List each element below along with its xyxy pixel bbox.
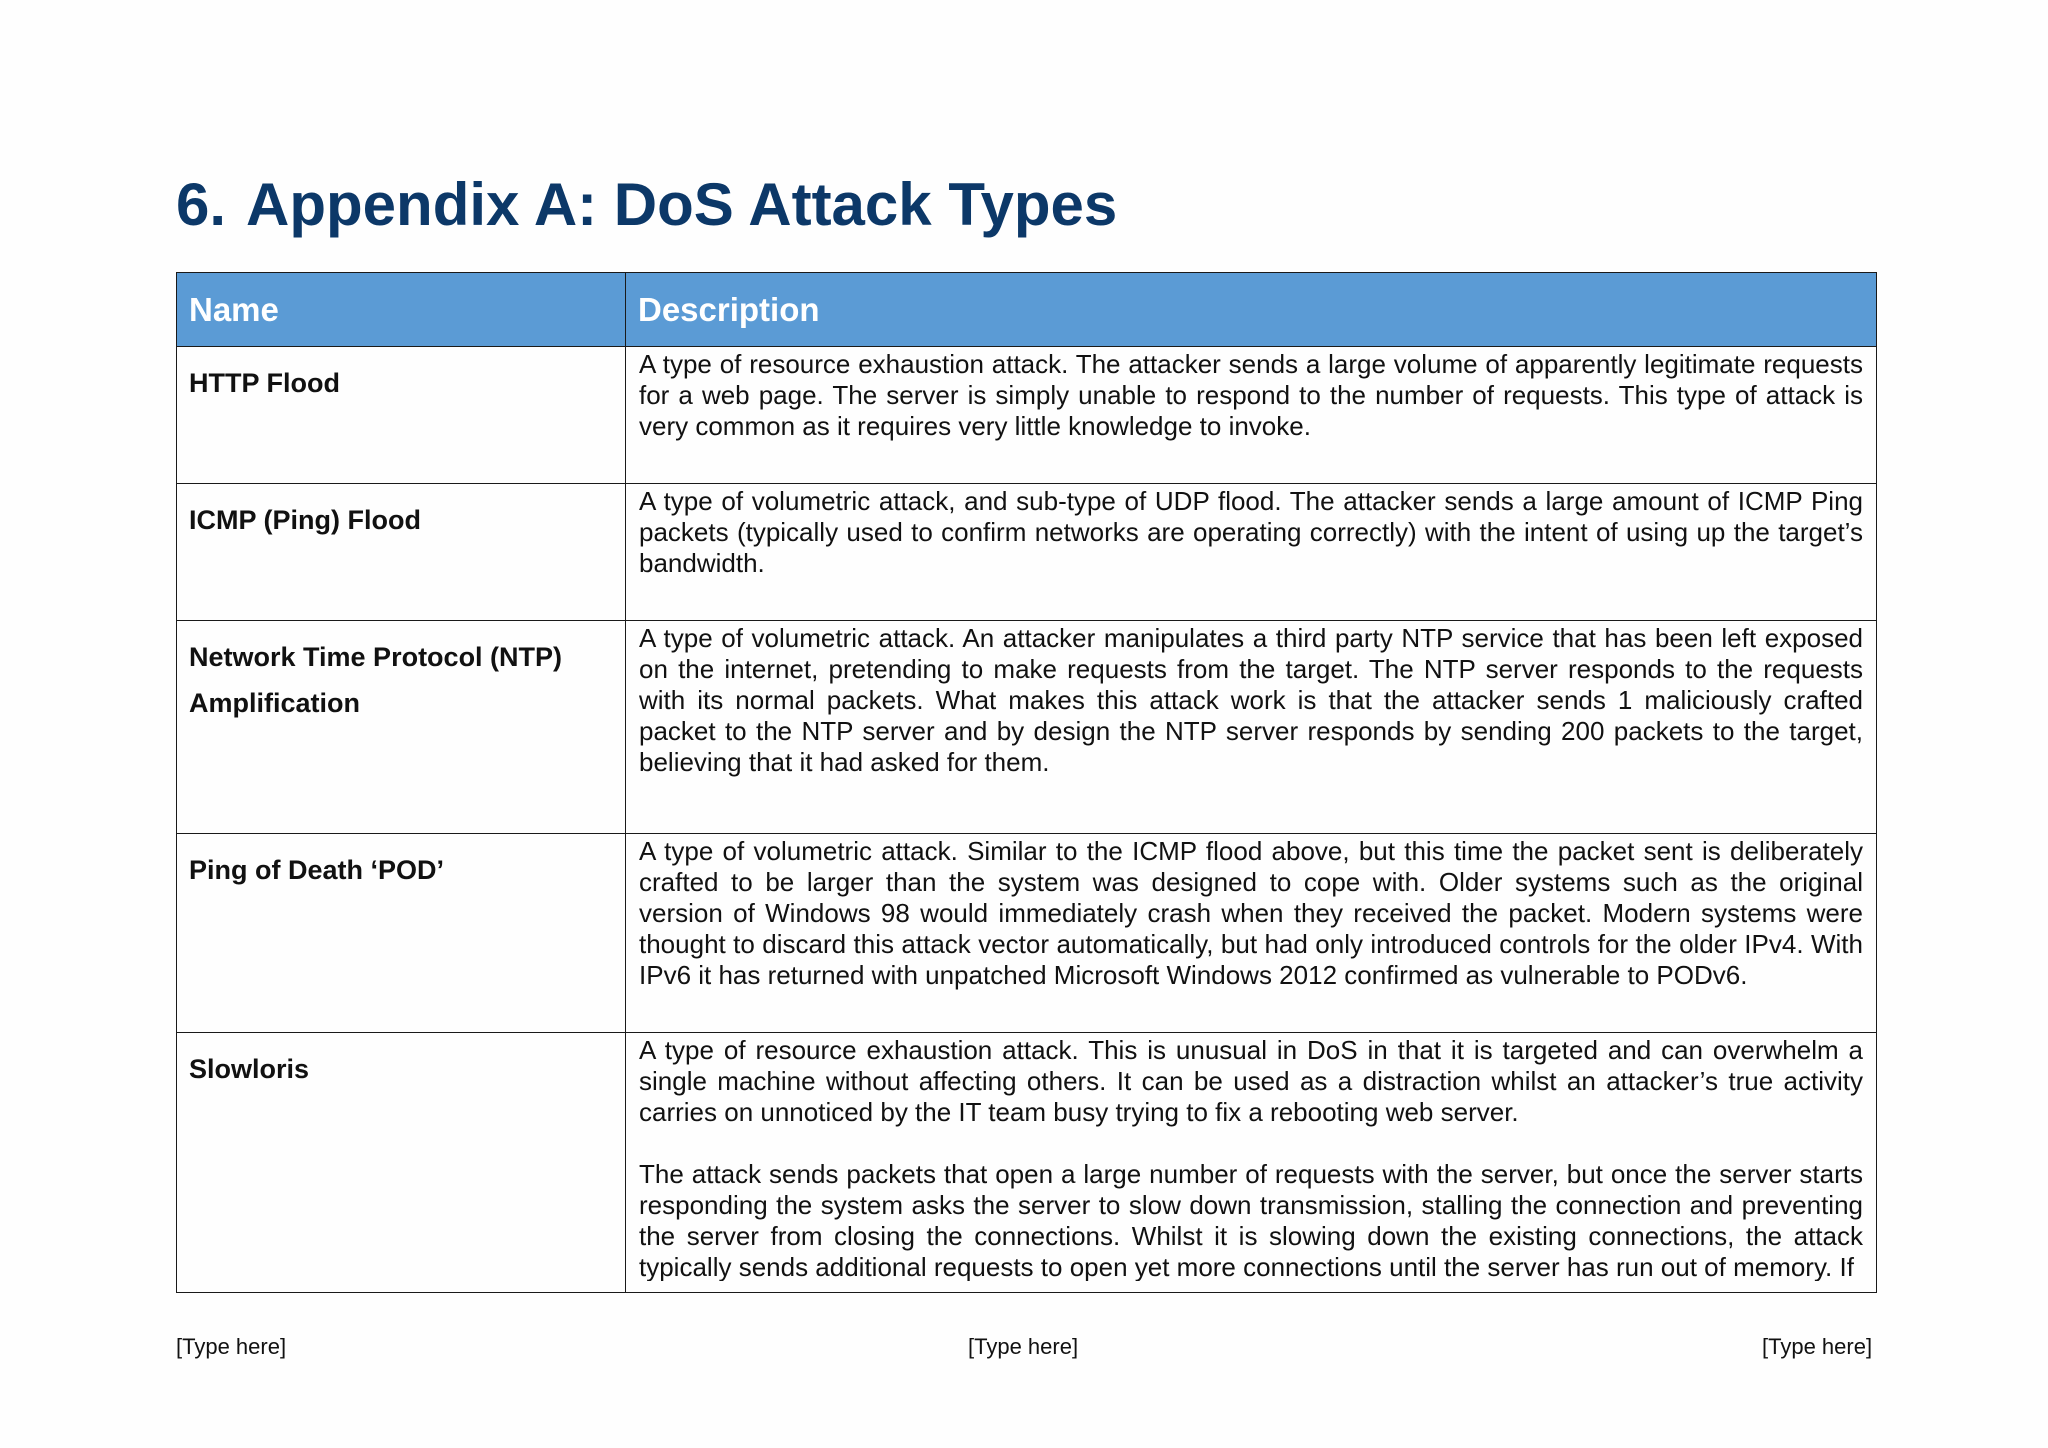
description-paragraph: The attack sends packets that open a large number of requests with the server, but once the server starts responding the system asks the server to slow down transmission, stalling the connection and preventing the server from closing the connections. Whilst it is slowing down the existing connections, the attack typically sends additional requests to open yet more connections until the server has run out of memory. If bbox=[639, 1159, 1863, 1281]
table-header-row bbox=[177, 273, 1877, 347]
footer-center-placeholder[interactable]: [Type here] bbox=[968, 1334, 1079, 1359]
attack-description bbox=[626, 347, 1877, 484]
attack-name: ICMP (Ping) Flood bbox=[177, 484, 626, 621]
footer-right-placeholder[interactable]: [Type here] bbox=[1762, 1334, 1873, 1359]
table-row bbox=[177, 1033, 1877, 1293]
dos-attack-types-table bbox=[176, 272, 1877, 1293]
section-heading bbox=[176, 172, 1117, 238]
section-number: 6. bbox=[176, 171, 227, 238]
table-row bbox=[177, 484, 1877, 621]
attack-name: Ping of Death ‘POD’ bbox=[177, 834, 626, 1033]
footer-left-placeholder[interactable]: [Type here] bbox=[176, 1334, 287, 1359]
attack-description bbox=[626, 621, 1877, 834]
description-paragraph: A type of volumetric attack, and sub-type of UDP flood. The attacker sends a large amount of ICMP Ping packets (typically used to confirm networks are operating correctly) with the intent of using up the target’s bandwidth. bbox=[639, 486, 1863, 578]
table-row bbox=[177, 834, 1877, 1033]
attack-description bbox=[626, 834, 1877, 1033]
column-header-description: Description bbox=[626, 273, 1877, 347]
table-row bbox=[177, 347, 1877, 484]
description-paragraph: A type of resource exhaustion attack. This is unusual in DoS in that it is targeted and can overwhelm a single machine without affecting others. It can be used as a distraction whilst an attacker’s true activity carries on unnoticed by the IT team busy trying to fix a rebooting web server. bbox=[639, 1035, 1863, 1127]
attack-name: Slowloris bbox=[177, 1033, 626, 1293]
attack-description bbox=[626, 1033, 1877, 1293]
column-header-name: Name bbox=[177, 273, 626, 347]
table-row bbox=[177, 621, 1877, 834]
description-paragraph: A type of volumetric attack. An attacker manipulates a third party NTP service that has been left exposed on the internet, pretending to make requests from the target. The NTP server responds to the requests with its normal packets. What makes this attack work is that the attacker sends 1 maliciously crafted packet to the NTP server and by design the NTP server responds by sending 200 packets to the target, believing that it had asked for them. bbox=[639, 623, 1863, 777]
description-paragraph: A type of resource exhaustion attack. The attacker sends a large volume of apparently legitimate requests for a web page. The server is simply unable to respond to the number of requests. This type of attack is very common as it requires very little knowledge to invoke. bbox=[639, 349, 1863, 441]
section-title: Appendix A: DoS Attack Types bbox=[246, 171, 1118, 238]
description-paragraph: A type of volumetric attack. Similar to the ICMP flood above, but this time the packet sent is deliberately crafted to be larger than the system was designed to cope with. Older systems such as the original version of Windows 98 would immediately crash when they received the packet. Modern systems were thought to discard this attack vector automatically, but had only introduced controls for the older IPv4. With IPv6 it has returned with unpatched Microsoft Windows 2012 confirmed as vulnerable to PODv6. bbox=[639, 836, 1863, 990]
attack-description bbox=[626, 484, 1877, 621]
attack-name: HTTP Flood bbox=[177, 347, 626, 484]
attack-name: Network Time Protocol (NTP) Amplification bbox=[177, 621, 626, 834]
